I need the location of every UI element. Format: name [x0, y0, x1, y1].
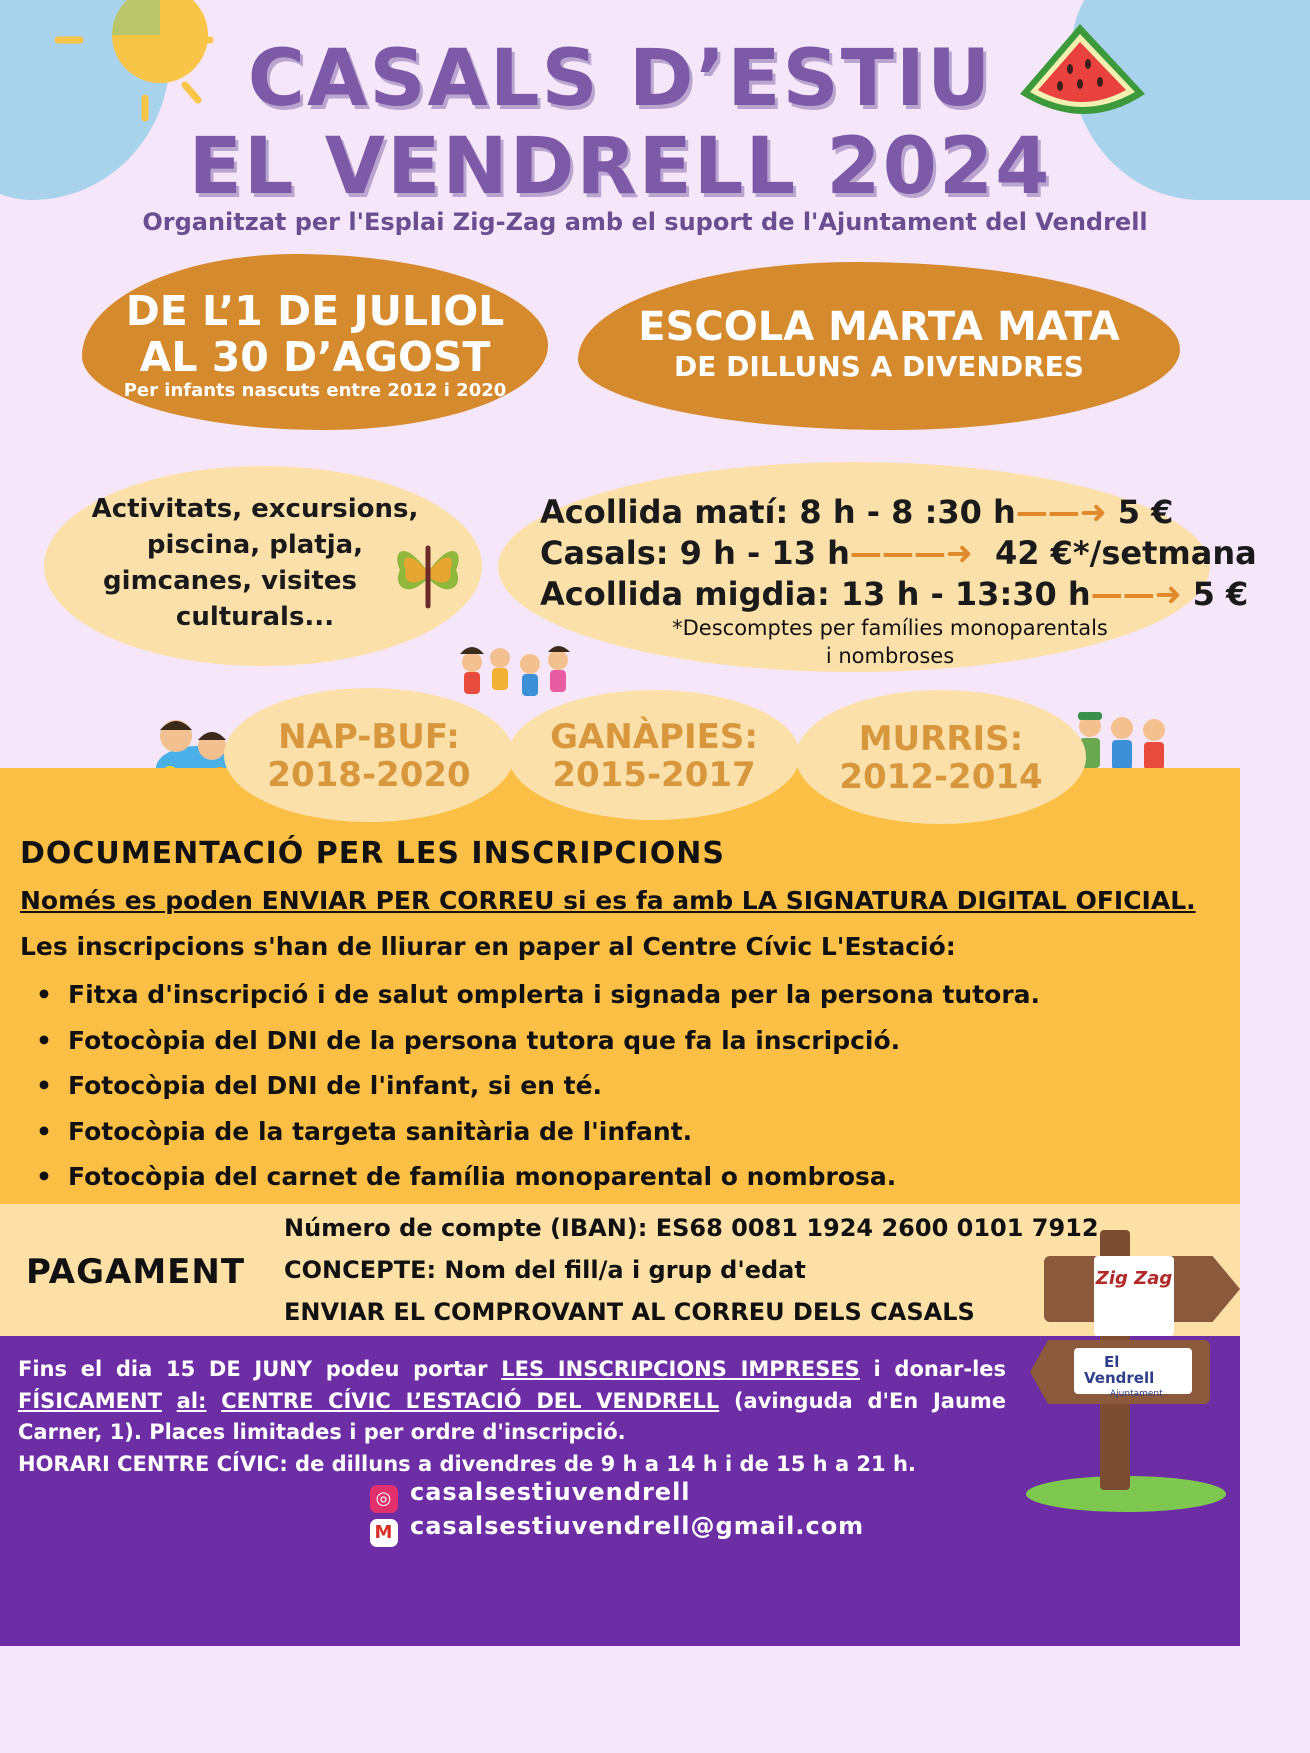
schedule-row — [540, 492, 1257, 533]
opening-hours: HORARI CENTRE CÍVIC: de dilluns a divendres de 9 h a 14 h i de 15 h a 21 h. — [18, 1451, 916, 1476]
dates-badge — [82, 254, 548, 430]
group-nap-buf — [224, 688, 514, 822]
instagram-label: casalsestiuvendrell — [410, 1478, 691, 1506]
arrow-right-icon: ———➜ — [849, 534, 973, 572]
group-name: GANÀPIES: — [550, 717, 758, 757]
physically-text: FÍSICAMENT — [18, 1388, 162, 1413]
discount-note — [600, 614, 1180, 670]
paper-delivery-note: Les inscripcions s'han de lliurar en paper al Centre Cívic L'Estació: — [20, 932, 956, 961]
butterfly-icon — [392, 534, 464, 610]
arrow-right-icon: ——➜ — [1090, 575, 1182, 613]
vendrell-logo-sub: Ajuntament — [1110, 1389, 1163, 1399]
schedule-label: Acollida migdia: 13 h - 13:30 h — [540, 575, 1091, 613]
schedule-price: 5 € — [1192, 575, 1249, 613]
school-name: ESCOLA MARTA MATA — [638, 304, 1120, 350]
group-years: 2018-2020 — [267, 755, 471, 795]
discount-line: i nombroses — [825, 644, 955, 668]
title-line-1: CASALS D’ESTIU — [247, 34, 993, 124]
info-text: (avinguda d'En Jaume Carner, 1). Places limitades i per ordre d'inscripció. — [18, 1388, 1007, 1444]
instagram-icon: ◎ — [370, 1485, 398, 1513]
instagram-handle[interactable] — [370, 1478, 691, 1513]
group-years: 2012-2014 — [839, 757, 1043, 797]
group-murris — [796, 690, 1086, 824]
group-ganapies — [508, 690, 800, 820]
documents-list — [36, 972, 1040, 1200]
payment-title: PAGAMENT — [26, 1252, 246, 1292]
list-item: • Fotocòpia del DNI de l'infant, si en té. — [36, 1063, 1040, 1109]
schedule-label: Casals: 9 h - 13 h — [540, 534, 850, 572]
documentation-title: DOCUMENTACIÓ PER LES INSCRIPCIONS — [20, 836, 725, 871]
info-text: al: — [176, 1388, 207, 1413]
schedule-label: Acollida matí: 8 h - 8 :30 h — [540, 493, 1016, 531]
payment-send-proof: ENVIAR EL COMPROVANT AL CORREU DELS CASALS — [284, 1298, 975, 1326]
title-line-2: EL VENDRELL 2024 — [188, 122, 1052, 212]
wave-divider — [0, 1560, 1240, 1700]
subtitle: Organitzat per l'Esplai Zig-Zag amb el suport de l'Ajuntament del Vendrell — [142, 208, 1148, 236]
gmail-icon: M — [370, 1519, 398, 1547]
group-name: MURRIS: — [858, 719, 1024, 759]
iban: Número de compte (IBAN): ES68 0081 1924 2600 0101 7912 — [284, 1214, 1099, 1242]
info-text: i donar-les — [873, 1357, 1007, 1381]
payment-concept: CONCEPTE: Nom del fill/a i grup d'edat — [284, 1256, 806, 1284]
group-years: 2015-2017 — [552, 755, 756, 795]
list-item: • Fotocòpia de la targeta sanitària de l'infant. — [36, 1109, 1040, 1155]
birth-years-note: Per infants nascuts entre 2012 i 2020 — [123, 380, 507, 401]
schedule-price: 42 €*/setmana — [994, 534, 1257, 572]
discount-line: *Descomptes per famílies monoparentals — [672, 616, 1108, 640]
info-text: Fins el dia — [18, 1357, 153, 1381]
schedule-price: 5 € — [1117, 493, 1174, 531]
weekdays: DE DILLUNS A DIVENDRES — [674, 350, 1084, 383]
civic-center-name: CENTRE CÍVIC L’ESTACIÓ DEL VENDRELL — [221, 1388, 720, 1413]
dates-line-1: DE L’1 DE JULIOL — [125, 287, 505, 335]
list-item: • Fitxa d'inscripció i de salut omplerta i signada per la persona tutora. — [36, 972, 1040, 1018]
dates-line-2: AL 30 D’AGOST — [139, 333, 491, 381]
activities-line: culturals... — [175, 602, 335, 632]
list-item: • Fotocòpia del carnet de família monoparental o nombrosa. — [36, 1154, 1040, 1200]
schedule-list — [540, 492, 1257, 615]
schedule-row — [540, 574, 1257, 615]
email-signature-note: Només es poden ENVIAR PER CORREU si es fa amb LA SIGNATURA DIGITAL OFICIAL. — [20, 886, 1196, 915]
deadline-date: 15 DE JUNY — [165, 1357, 313, 1381]
list-item: • Fotocòpia del DNI de la persona tutora que fa la inscripció. — [36, 1018, 1040, 1064]
email-address[interactable] — [370, 1512, 864, 1547]
info-text: podeu portar — [325, 1357, 488, 1381]
schedule-row — [540, 533, 1257, 574]
arrow-right-icon: ——➜ — [1015, 493, 1107, 531]
location-badge — [578, 262, 1180, 430]
delivery-info — [18, 1354, 1006, 1480]
printed-inscriptions: LES INSCRIPCIONS IMPRESES — [501, 1357, 860, 1381]
activities-line: gimcanes, visites — [103, 566, 357, 596]
vendrell-logo — [1074, 1348, 1192, 1399]
group-name: NAP-BUF: — [278, 717, 460, 757]
activities-line: piscina, platja, — [146, 530, 364, 560]
activities-line: Activitats, excursions, — [91, 494, 419, 524]
zigzag-logo: Zig Zag — [1094, 1256, 1174, 1336]
email-label: casalsestiuvendrell@gmail.com — [410, 1512, 865, 1540]
vendrell-logo-text: El Vendrell — [1084, 1353, 1155, 1387]
